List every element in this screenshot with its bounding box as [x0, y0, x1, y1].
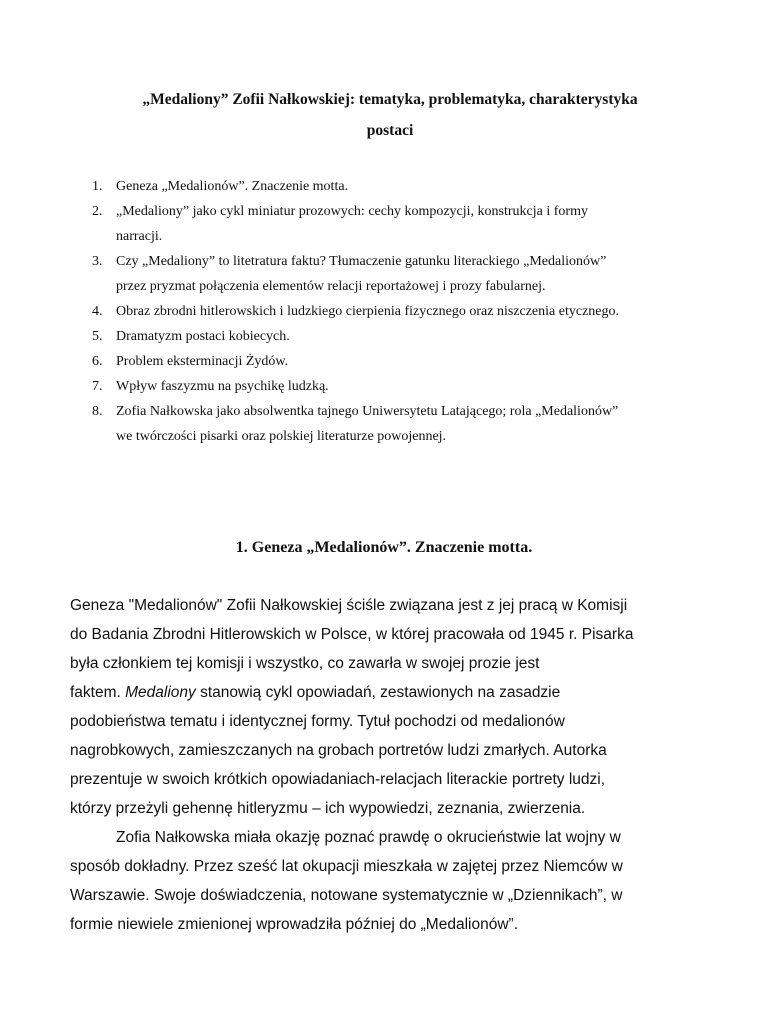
toc-item — [0, 399, 700, 449]
paragraph — [70, 591, 670, 823]
table-of-contents — [0, 174, 700, 449]
paragraph-line: nagrobkowych, zamieszczanych na grobach portretów ludzi zmarłych. Autorka — [70, 742, 607, 759]
toc-item-number: 7. — [92, 379, 103, 394]
toc-item-text: „Medaliony” jako cykl miniatur prozowych: cechy kompozycji, konstrukcja i formy — [116, 204, 588, 219]
paragraph-line: prezentuje w swoich krótkich opowiadaniach-relacjach literackie portrety ludzi, — [70, 771, 605, 788]
toc-item — [0, 249, 700, 299]
section-heading: 1. Geneza „Medalionów”. Znaczenie motta. — [235, 539, 533, 556]
toc-item-text: Problem eksterminacji Żydów. — [116, 354, 289, 369]
toc-item-number: 3. — [92, 254, 103, 269]
toc-item-number: 4. — [92, 304, 103, 319]
toc-item-text: Obraz zbrodni hitlerowskich i ludzkiego cierpienia fizycznego oraz niszczenia etycznego. — [116, 304, 619, 319]
paragraph-line: sposób dokładny. Przez sześć lat okupacji mieszkała w zajętej przez Niemców w — [70, 858, 623, 875]
toc-item-number: 1. — [92, 179, 103, 194]
toc-item-text: we twórczości pisarki oraz polskiej literaturze powojennej. — [116, 429, 447, 444]
paragraph-line: podobieństwa tematu i identycznej formy. Tytuł pochodzi od medalionów — [70, 713, 565, 730]
document-title-line-1: „Medaliony” Zofii Nałkowskiej: tematyka, problematyka, charakterystyka — [142, 91, 638, 108]
toc-item-number: 5. — [92, 329, 103, 344]
toc-item-text: Czy „Medaliony” to litetratura faktu? Tłumaczenie gatunku literackiego „Medalionów” — [116, 254, 607, 269]
paragraph-line: do Badania Zbrodni Hitlerowskich w Polsce, w której pracowała od 1945 r. Pisarka — [70, 626, 634, 643]
toc-item — [0, 174, 700, 199]
paragraph-line: była członkiem tej komisji i wszystko, co zawarła w swojej prozie jest — [70, 655, 540, 672]
toc-item — [0, 199, 700, 249]
paragraph-line: Warszawie. Swoje doświadczenia, notowane systematycznie w „Dziennikach”, w — [70, 887, 623, 904]
paragraph-line: formie niewiele zmienionej wprowadziła później do „Medalionów”. — [70, 916, 518, 933]
toc-item-text: przez pryzmat połączenia elementów relacji reportażowej i prozy fabularnej. — [116, 279, 546, 294]
toc-item-text: Geneza „Medalionów”. Znaczenie motta. — [116, 179, 349, 194]
document-title — [60, 84, 720, 146]
toc-item-number: 2. — [92, 204, 103, 219]
toc-item — [0, 299, 700, 324]
toc-item-text: Wpływ faszyzmu na psychikę ludzką. — [116, 379, 329, 394]
toc-item — [0, 349, 700, 374]
book-title-emphasis: Medaliony — [125, 684, 196, 701]
paragraph — [70, 823, 670, 939]
paragraph-line: którzy przeżyli gehennę hitleryzmu – ich wypowiedzi, zeznania, zwierzenia. — [70, 800, 586, 817]
toc-item-number: 6. — [92, 354, 103, 369]
paragraph-text: faktem. — [70, 684, 126, 701]
toc-item-number: 8. — [92, 404, 103, 419]
paragraph-line: Geneza "Medalionów" Zofii Nałkowskiej ściśle związana jest z jej pracą w Komisji — [70, 597, 628, 614]
paragraph-line: Zofia Nałkowska miała okazję poznać prawdę o okrucieństwie lat wojny w — [116, 829, 621, 846]
toc-item-text: narracji. — [116, 229, 163, 244]
paragraph-text: stanowią cykl opowiadań, zestawionych na zasadzie — [195, 684, 561, 701]
toc-item — [0, 374, 700, 399]
toc-item — [0, 324, 700, 349]
toc-item-text: Dramatyzm postaci kobiecych. — [116, 329, 290, 344]
paragraph-line — [70, 678, 670, 707]
section-body — [70, 591, 670, 939]
document-title-line-2: postaci — [366, 122, 414, 139]
toc-item-text: Zofia Nałkowska jako absolwentka tajnego Uniwersytetu Latającego; rola „Medalionów” — [116, 404, 619, 419]
